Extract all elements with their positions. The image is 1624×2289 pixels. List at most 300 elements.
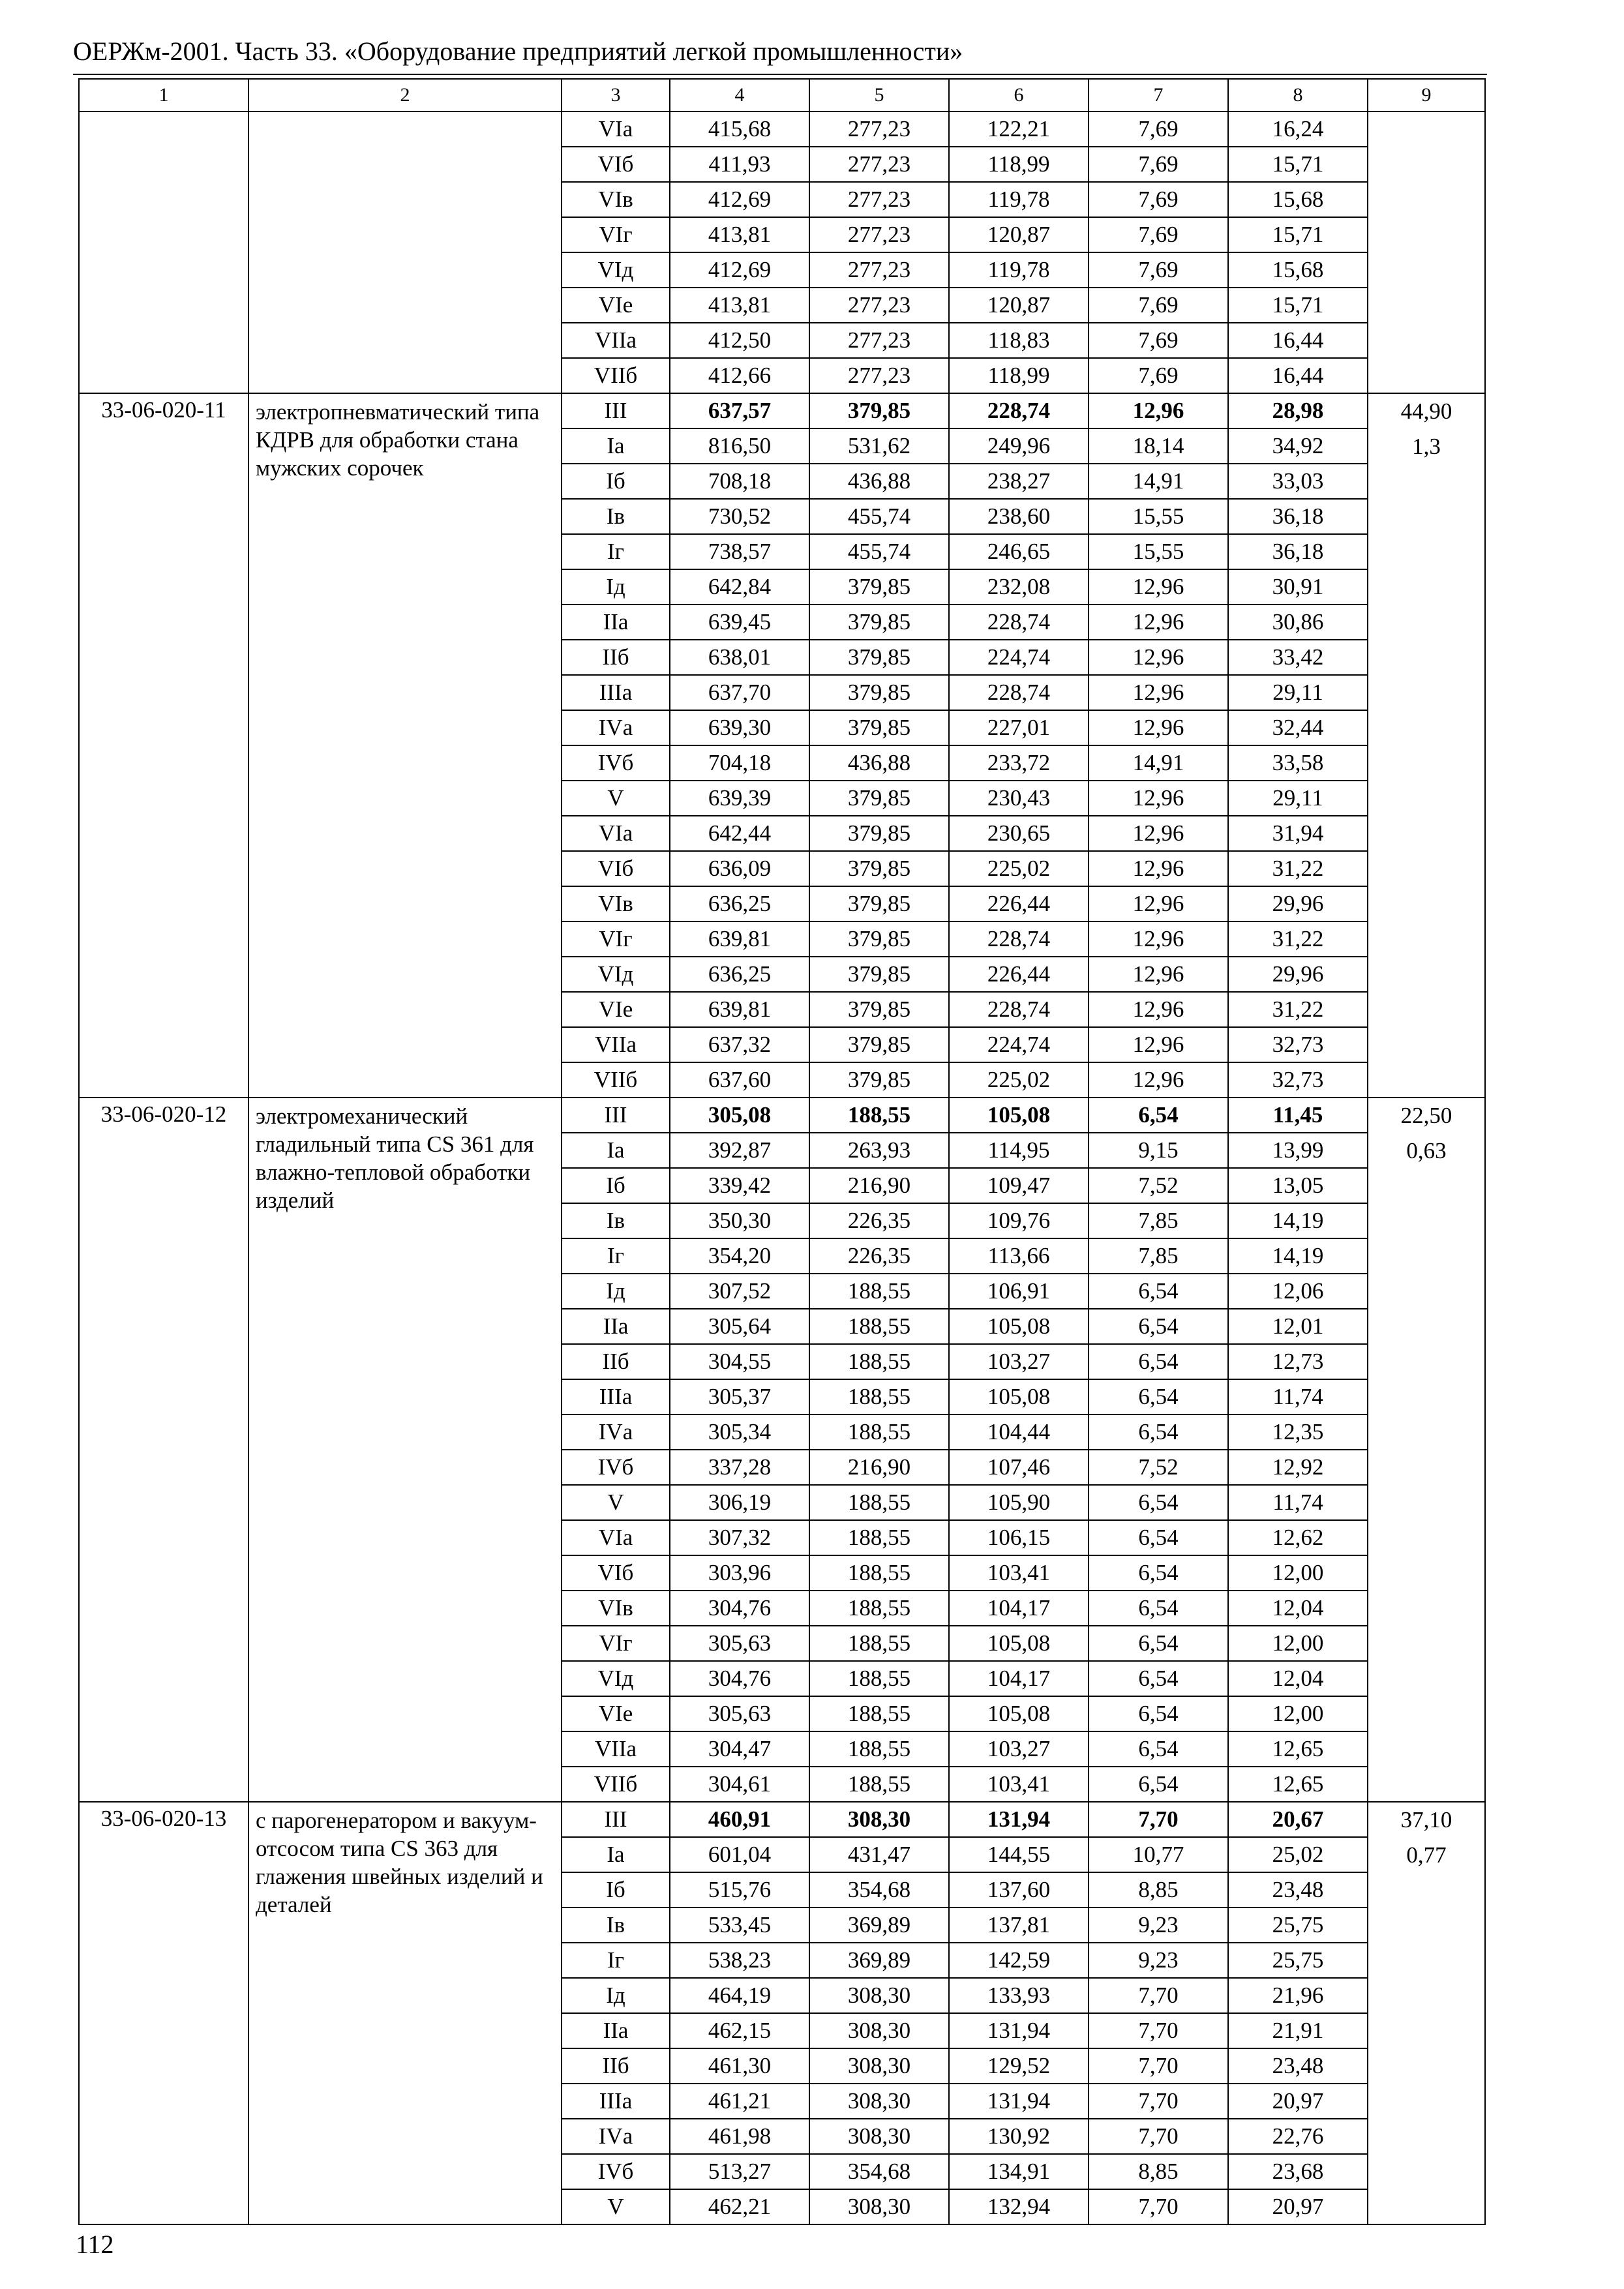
rate-value: 103,27 (949, 1344, 1089, 1379)
table-row (79, 112, 1485, 147)
rate-value: 232,08 (949, 569, 1089, 605)
zone-code: VIе (562, 1696, 670, 1731)
zone-code: VIв (562, 886, 670, 921)
rate-value: 23,68 (1228, 2154, 1368, 2189)
rate-value: 7,69 (1089, 112, 1228, 147)
rate-value: 412,69 (670, 252, 809, 288)
zone-code: Iд (562, 569, 670, 605)
rate-value: 304,76 (670, 1591, 809, 1626)
rate-value: 303,96 (670, 1555, 809, 1591)
rate-value: 538,23 (670, 1943, 809, 1978)
zone-code: IVб (562, 2154, 670, 2189)
rate-value: 6,54 (1089, 1309, 1228, 1344)
rate-value: 738,57 (670, 534, 809, 569)
rate-value: 642,44 (670, 816, 809, 851)
rate-value: 36,18 (1228, 534, 1368, 569)
rate-value: 379,85 (809, 1062, 949, 1098)
zone-code: IIIа (562, 675, 670, 710)
rate-value: 354,68 (809, 2154, 949, 2189)
header-rule (73, 74, 1487, 75)
zone-code: Iв (562, 1203, 670, 1238)
rate-value: 131,94 (949, 2013, 1089, 2048)
rate-value: 31,22 (1228, 921, 1368, 957)
zone-code: IIб (562, 1344, 670, 1379)
rate-value: 308,30 (809, 2119, 949, 2154)
rate-value: 412,50 (670, 323, 809, 358)
rate-value: 12,00 (1228, 1696, 1368, 1731)
zone-code: IIIа (562, 2084, 670, 2119)
rate-value: 12,62 (1228, 1520, 1368, 1555)
zone-code: VIIб (562, 1062, 670, 1098)
zone-code: Iг (562, 534, 670, 569)
rate-value: 12,96 (1089, 886, 1228, 921)
zone-code: V (562, 2189, 670, 2224)
rate-value: 379,85 (809, 675, 949, 710)
rate-value: 14,91 (1089, 464, 1228, 499)
rate-value: 131,94 (949, 2084, 1089, 2119)
rate-value: 15,55 (1089, 534, 1228, 569)
rate-value: 224,74 (949, 1027, 1089, 1062)
rate-value: 133,93 (949, 1978, 1089, 2013)
rate-value: 637,32 (670, 1027, 809, 1062)
rate-value: 131,94 (949, 1802, 1089, 1837)
rate-value: 636,09 (670, 851, 809, 886)
rate-value: 16,24 (1228, 112, 1368, 147)
zone-code: VIд (562, 1661, 670, 1696)
rate-value: 460,91 (670, 1802, 809, 1837)
rate-value: 379,85 (809, 921, 949, 957)
rate-value: 6,54 (1089, 1767, 1228, 1802)
zone-code: VIв (562, 182, 670, 217)
resource-code (79, 112, 248, 393)
rate-value: 11,45 (1228, 1098, 1368, 1133)
zone-code: VIа (562, 816, 670, 851)
rate-value: 130,92 (949, 2119, 1089, 2154)
rate-value: 11,74 (1228, 1485, 1368, 1520)
rate-value: 224,74 (949, 640, 1089, 675)
rate-value: 226,35 (809, 1238, 949, 1274)
rate-value: 6,54 (1089, 1098, 1228, 1133)
rate-value: 306,19 (670, 1485, 809, 1520)
column-9-value: 0,77 (1406, 1842, 1447, 1868)
rate-value: 25,02 (1228, 1837, 1368, 1872)
column-9-cell (1368, 1098, 1485, 1802)
rate-value: 339,42 (670, 1168, 809, 1203)
rate-value: 12,35 (1228, 1414, 1368, 1450)
rate-value: 36,18 (1228, 499, 1368, 534)
running-header: ОЕРЖм-2001. Часть 33. «Оборудование предприятий легкой промышленности» (73, 37, 963, 66)
zone-code: VIIб (562, 1767, 670, 1802)
rate-value: 188,55 (809, 1309, 949, 1344)
rate-value: 305,63 (670, 1696, 809, 1731)
zone-code: V (562, 781, 670, 816)
zone-code: VIб (562, 147, 670, 182)
rate-value: 11,74 (1228, 1379, 1368, 1414)
rate-value: 411,93 (670, 147, 809, 182)
page-number: 112 (76, 2230, 114, 2259)
rate-value: 188,55 (809, 1098, 949, 1133)
rate-value: 642,84 (670, 569, 809, 605)
rate-value: 462,21 (670, 2189, 809, 2224)
rate-value: 31,22 (1228, 992, 1368, 1027)
rate-value: 12,65 (1228, 1767, 1368, 1802)
rate-value: 455,74 (809, 499, 949, 534)
column-9-cell (1368, 112, 1485, 393)
rate-value: 14,19 (1228, 1238, 1368, 1274)
rate-value: 379,85 (809, 640, 949, 675)
rate-value: 304,55 (670, 1344, 809, 1379)
rate-value: 7,69 (1089, 358, 1228, 393)
rate-value: 6,54 (1089, 1661, 1228, 1696)
rate-value: 708,18 (670, 464, 809, 499)
zone-code: Iд (562, 1978, 670, 2013)
rate-value: 20,67 (1228, 1802, 1368, 1837)
rate-value: 307,32 (670, 1520, 809, 1555)
column-number-row (79, 79, 1485, 112)
rate-value: 30,86 (1228, 605, 1368, 640)
rate-value: 816,50 (670, 428, 809, 464)
rate-value: 704,18 (670, 745, 809, 781)
rate-value: 6,54 (1089, 1414, 1228, 1450)
rate-value: 29,11 (1228, 675, 1368, 710)
zone-code: VIа (562, 1520, 670, 1555)
rate-value: 33,03 (1228, 464, 1368, 499)
rate-value: 6,54 (1089, 1485, 1228, 1520)
rate-value: 12,73 (1228, 1344, 1368, 1379)
rate-value: 12,96 (1089, 605, 1228, 640)
rate-value: 230,43 (949, 781, 1089, 816)
rate-value: 22,76 (1228, 2119, 1368, 2154)
rate-value: 104,17 (949, 1591, 1089, 1626)
rate-value: 12,96 (1089, 710, 1228, 745)
resource-description: электропневматический типа КДРВ для обработки стана мужских сорочек (248, 393, 562, 1098)
zone-code: IVб (562, 745, 670, 781)
zone-code: VIг (562, 921, 670, 957)
rate-value: 10,77 (1089, 1837, 1228, 1872)
rate-value: 13,99 (1228, 1133, 1368, 1168)
rate-value: 6,54 (1089, 1520, 1228, 1555)
rate-value: 188,55 (809, 1661, 949, 1696)
zone-code: IIб (562, 2048, 670, 2084)
zone-code: V (562, 1485, 670, 1520)
zone-code: VIа (562, 112, 670, 147)
rate-value: 14,91 (1089, 745, 1228, 781)
rate-value: 137,60 (949, 1872, 1089, 1908)
rate-value: 29,96 (1228, 957, 1368, 992)
zone-code: IIа (562, 1309, 670, 1344)
column-number: 5 (809, 79, 949, 112)
rate-value: 12,65 (1228, 1731, 1368, 1767)
rate-value: 32,73 (1228, 1027, 1368, 1062)
rate-value: 12,96 (1089, 1027, 1228, 1062)
rate-value: 308,30 (809, 1802, 949, 1837)
column-number: 7 (1089, 79, 1228, 112)
rate-value: 369,89 (809, 1943, 949, 1978)
rate-value: 6,54 (1089, 1379, 1228, 1414)
rate-value: 122,21 (949, 112, 1089, 147)
zone-code: IVб (562, 1450, 670, 1485)
zone-code: Iг (562, 1943, 670, 1978)
rate-value: 277,23 (809, 323, 949, 358)
rate-value: 9,15 (1089, 1133, 1228, 1168)
rate-value: 12,96 (1089, 851, 1228, 886)
column-number: 1 (79, 79, 248, 112)
rate-value: 103,27 (949, 1731, 1089, 1767)
rate-value: 119,78 (949, 182, 1089, 217)
rate-value: 226,44 (949, 957, 1089, 992)
rate-value: 14,19 (1228, 1203, 1368, 1238)
zone-code: IIIа (562, 1379, 670, 1414)
zone-code: VIг (562, 1626, 670, 1661)
rate-value: 18,14 (1089, 428, 1228, 464)
zone-code: Iб (562, 464, 670, 499)
rate-value: 6,54 (1089, 1555, 1228, 1591)
rate-value: 30,91 (1228, 569, 1368, 605)
rate-value: 20,97 (1228, 2084, 1368, 2119)
column-9-value: 22,50 (1400, 1103, 1452, 1128)
rate-value: 436,88 (809, 745, 949, 781)
rate-value: 225,02 (949, 851, 1089, 886)
zone-code: IVа (562, 2119, 670, 2154)
rate-value: 277,23 (809, 147, 949, 182)
rate-value: 188,55 (809, 1767, 949, 1802)
rate-value: 15,55 (1089, 499, 1228, 534)
rate-value: 354,20 (670, 1238, 809, 1274)
rate-value: 23,48 (1228, 1872, 1368, 1908)
zone-code: Iб (562, 1872, 670, 1908)
rate-value: 277,23 (809, 358, 949, 393)
rate-value: 15,68 (1228, 182, 1368, 217)
column-number: 6 (949, 79, 1089, 112)
rate-value: 639,30 (670, 710, 809, 745)
rate-value: 413,81 (670, 288, 809, 323)
rate-value: 12,04 (1228, 1591, 1368, 1626)
rate-value: 6,54 (1089, 1731, 1228, 1767)
rate-value: 6,54 (1089, 1696, 1228, 1731)
rate-value: 7,70 (1089, 2048, 1228, 2084)
column-number: 4 (670, 79, 809, 112)
rate-value: 392,87 (670, 1133, 809, 1168)
rate-value: 33,58 (1228, 745, 1368, 781)
table-row (79, 1098, 1485, 1133)
rate-value: 142,59 (949, 1943, 1089, 1978)
zone-code: Iб (562, 1168, 670, 1203)
rate-value: 277,23 (809, 252, 949, 288)
rate-value: 308,30 (809, 2084, 949, 2119)
rate-value: 33,42 (1228, 640, 1368, 675)
zone-code: IIа (562, 2013, 670, 2048)
zone-code: VIе (562, 992, 670, 1027)
rate-value: 228,74 (949, 675, 1089, 710)
rate-value: 12,96 (1089, 816, 1228, 851)
rate-value: 513,27 (670, 2154, 809, 2189)
rate-value: 354,68 (809, 1872, 949, 1908)
rate-value: 32,73 (1228, 1062, 1368, 1098)
rate-value: 188,55 (809, 1626, 949, 1661)
rate-value: 134,91 (949, 2154, 1089, 2189)
rate-value: 6,54 (1089, 1274, 1228, 1309)
rate-value: 7,69 (1089, 182, 1228, 217)
rate-value: 369,89 (809, 1908, 949, 1943)
rate-value: 379,85 (809, 957, 949, 992)
rate-value: 104,44 (949, 1414, 1089, 1450)
rate-value: 25,75 (1228, 1943, 1368, 1978)
rate-value: 238,27 (949, 464, 1089, 499)
rate-value: 228,74 (949, 393, 1089, 428)
rate-value: 226,35 (809, 1203, 949, 1238)
rate-value: 226,44 (949, 886, 1089, 921)
rate-value: 308,30 (809, 2013, 949, 2048)
rate-value: 109,76 (949, 1203, 1089, 1238)
zone-code: Iа (562, 1133, 670, 1168)
rate-value: 379,85 (809, 851, 949, 886)
rate-value: 464,19 (670, 1978, 809, 2013)
rate-value: 7,70 (1089, 1802, 1228, 1837)
rate-value: 12,96 (1089, 393, 1228, 428)
rate-value: 16,44 (1228, 323, 1368, 358)
rate-value: 308,30 (809, 2189, 949, 2224)
rate-value: 225,02 (949, 1062, 1089, 1098)
rate-value: 379,85 (809, 992, 949, 1027)
rate-value: 28,98 (1228, 393, 1368, 428)
rate-value: 515,76 (670, 1872, 809, 1908)
rate-value: 31,94 (1228, 816, 1368, 851)
resource-code: 33-06-020-12 (79, 1098, 248, 1802)
rate-value: 461,98 (670, 2119, 809, 2154)
rate-value: 436,88 (809, 464, 949, 499)
table-body (79, 79, 1485, 2224)
rate-value: 639,45 (670, 605, 809, 640)
zone-code: III (562, 393, 670, 428)
rate-value: 7,69 (1089, 252, 1228, 288)
rate-value: 105,08 (949, 1696, 1089, 1731)
rate-value: 29,96 (1228, 886, 1368, 921)
column-9-value: 1,3 (1412, 434, 1441, 459)
zone-code: IIб (562, 640, 670, 675)
zone-code: VIд (562, 252, 670, 288)
zone-code: III (562, 1802, 670, 1837)
rate-value: 637,70 (670, 675, 809, 710)
rate-value: 305,64 (670, 1309, 809, 1344)
rate-value: 6,54 (1089, 1344, 1228, 1379)
column-number: 8 (1228, 79, 1368, 112)
zone-code: Iв (562, 499, 670, 534)
rate-value: 601,04 (670, 1837, 809, 1872)
rate-value: 12,01 (1228, 1309, 1368, 1344)
rate-value: 412,69 (670, 182, 809, 217)
rate-value: 228,74 (949, 992, 1089, 1027)
rate-value: 129,52 (949, 2048, 1089, 2084)
rate-value: 188,55 (809, 1696, 949, 1731)
zone-code: VIг (562, 217, 670, 252)
rate-value: 132,94 (949, 2189, 1089, 2224)
rate-value: 230,65 (949, 816, 1089, 851)
column-9-value: 37,10 (1400, 1807, 1452, 1833)
rate-value: 304,47 (670, 1731, 809, 1767)
rate-value: 228,74 (949, 605, 1089, 640)
rate-value: 31,22 (1228, 851, 1368, 886)
rate-value: 103,41 (949, 1555, 1089, 1591)
rate-value: 120,87 (949, 217, 1089, 252)
column-number: 9 (1368, 79, 1485, 112)
rate-value: 12,96 (1089, 1062, 1228, 1098)
rate-value: 12,92 (1228, 1450, 1368, 1485)
zone-code: VIе (562, 288, 670, 323)
rate-value: 188,55 (809, 1555, 949, 1591)
rate-value: 228,74 (949, 921, 1089, 957)
zone-code: III (562, 1098, 670, 1133)
rate-value: 7,85 (1089, 1238, 1228, 1274)
rate-value: 730,52 (670, 499, 809, 534)
zone-code: VIд (562, 957, 670, 992)
rate-value: 12,96 (1089, 781, 1228, 816)
rate-value: 118,83 (949, 323, 1089, 358)
rate-value: 188,55 (809, 1520, 949, 1555)
rate-value: 106,15 (949, 1520, 1089, 1555)
rate-value: 188,55 (809, 1379, 949, 1414)
rate-value: 188,55 (809, 1274, 949, 1309)
zone-code: VIIа (562, 1731, 670, 1767)
zone-code: IVа (562, 1414, 670, 1450)
rate-value: 15,71 (1228, 217, 1368, 252)
rate-value: 7,69 (1089, 288, 1228, 323)
rate-value: 9,23 (1089, 1943, 1228, 1978)
zone-code: VIб (562, 851, 670, 886)
zone-code: IVа (562, 710, 670, 745)
rate-value: 20,97 (1228, 2189, 1368, 2224)
rate-value: 104,17 (949, 1661, 1089, 1696)
resource-description: с парогенератором и вакуум-отсосом типа CS 363 для глажения швейных изделий и деталей (248, 1802, 562, 2224)
rate-value: 379,85 (809, 1027, 949, 1062)
column-9-value: 0,63 (1406, 1138, 1447, 1163)
zone-code: VIIа (562, 1027, 670, 1062)
column-number: 3 (562, 79, 670, 112)
rate-value: 105,08 (949, 1626, 1089, 1661)
column-9-cell (1368, 393, 1485, 1098)
rate-value: 8,85 (1089, 2154, 1228, 2189)
rate-value: 12,06 (1228, 1274, 1368, 1309)
resource-description: электромеханический гладильный типа CS 361 для влажно-тепловой обработки изделий (248, 1098, 562, 1802)
rate-value: 105,90 (949, 1485, 1089, 1520)
rate-value: 8,85 (1089, 1872, 1228, 1908)
rate-value: 305,63 (670, 1626, 809, 1661)
rate-value: 533,45 (670, 1908, 809, 1943)
rate-value: 12,00 (1228, 1555, 1368, 1591)
rate-value: 233,72 (949, 745, 1089, 781)
rate-value: 15,68 (1228, 252, 1368, 288)
rate-value: 7,70 (1089, 2189, 1228, 2224)
zone-code: VIв (562, 1591, 670, 1626)
rate-value: 13,05 (1228, 1168, 1368, 1203)
rate-value: 246,65 (949, 534, 1089, 569)
rate-value: 277,23 (809, 112, 949, 147)
column-9-cell (1368, 1802, 1485, 2224)
rate-value: 277,23 (809, 182, 949, 217)
rate-value: 16,44 (1228, 358, 1368, 393)
rate-value: 9,23 (1089, 1908, 1228, 1943)
rate-value: 119,78 (949, 252, 1089, 288)
rate-value: 12,96 (1089, 957, 1228, 992)
rate-value: 308,30 (809, 2048, 949, 2084)
rate-value: 249,96 (949, 428, 1089, 464)
rate-value: 120,87 (949, 288, 1089, 323)
column-number: 2 (248, 79, 562, 112)
rate-value: 7,70 (1089, 2119, 1228, 2154)
rate-value: 7,69 (1089, 147, 1228, 182)
rate-value: 12,96 (1089, 921, 1228, 957)
rate-value: 639,81 (670, 921, 809, 957)
rate-value: 263,93 (809, 1133, 949, 1168)
